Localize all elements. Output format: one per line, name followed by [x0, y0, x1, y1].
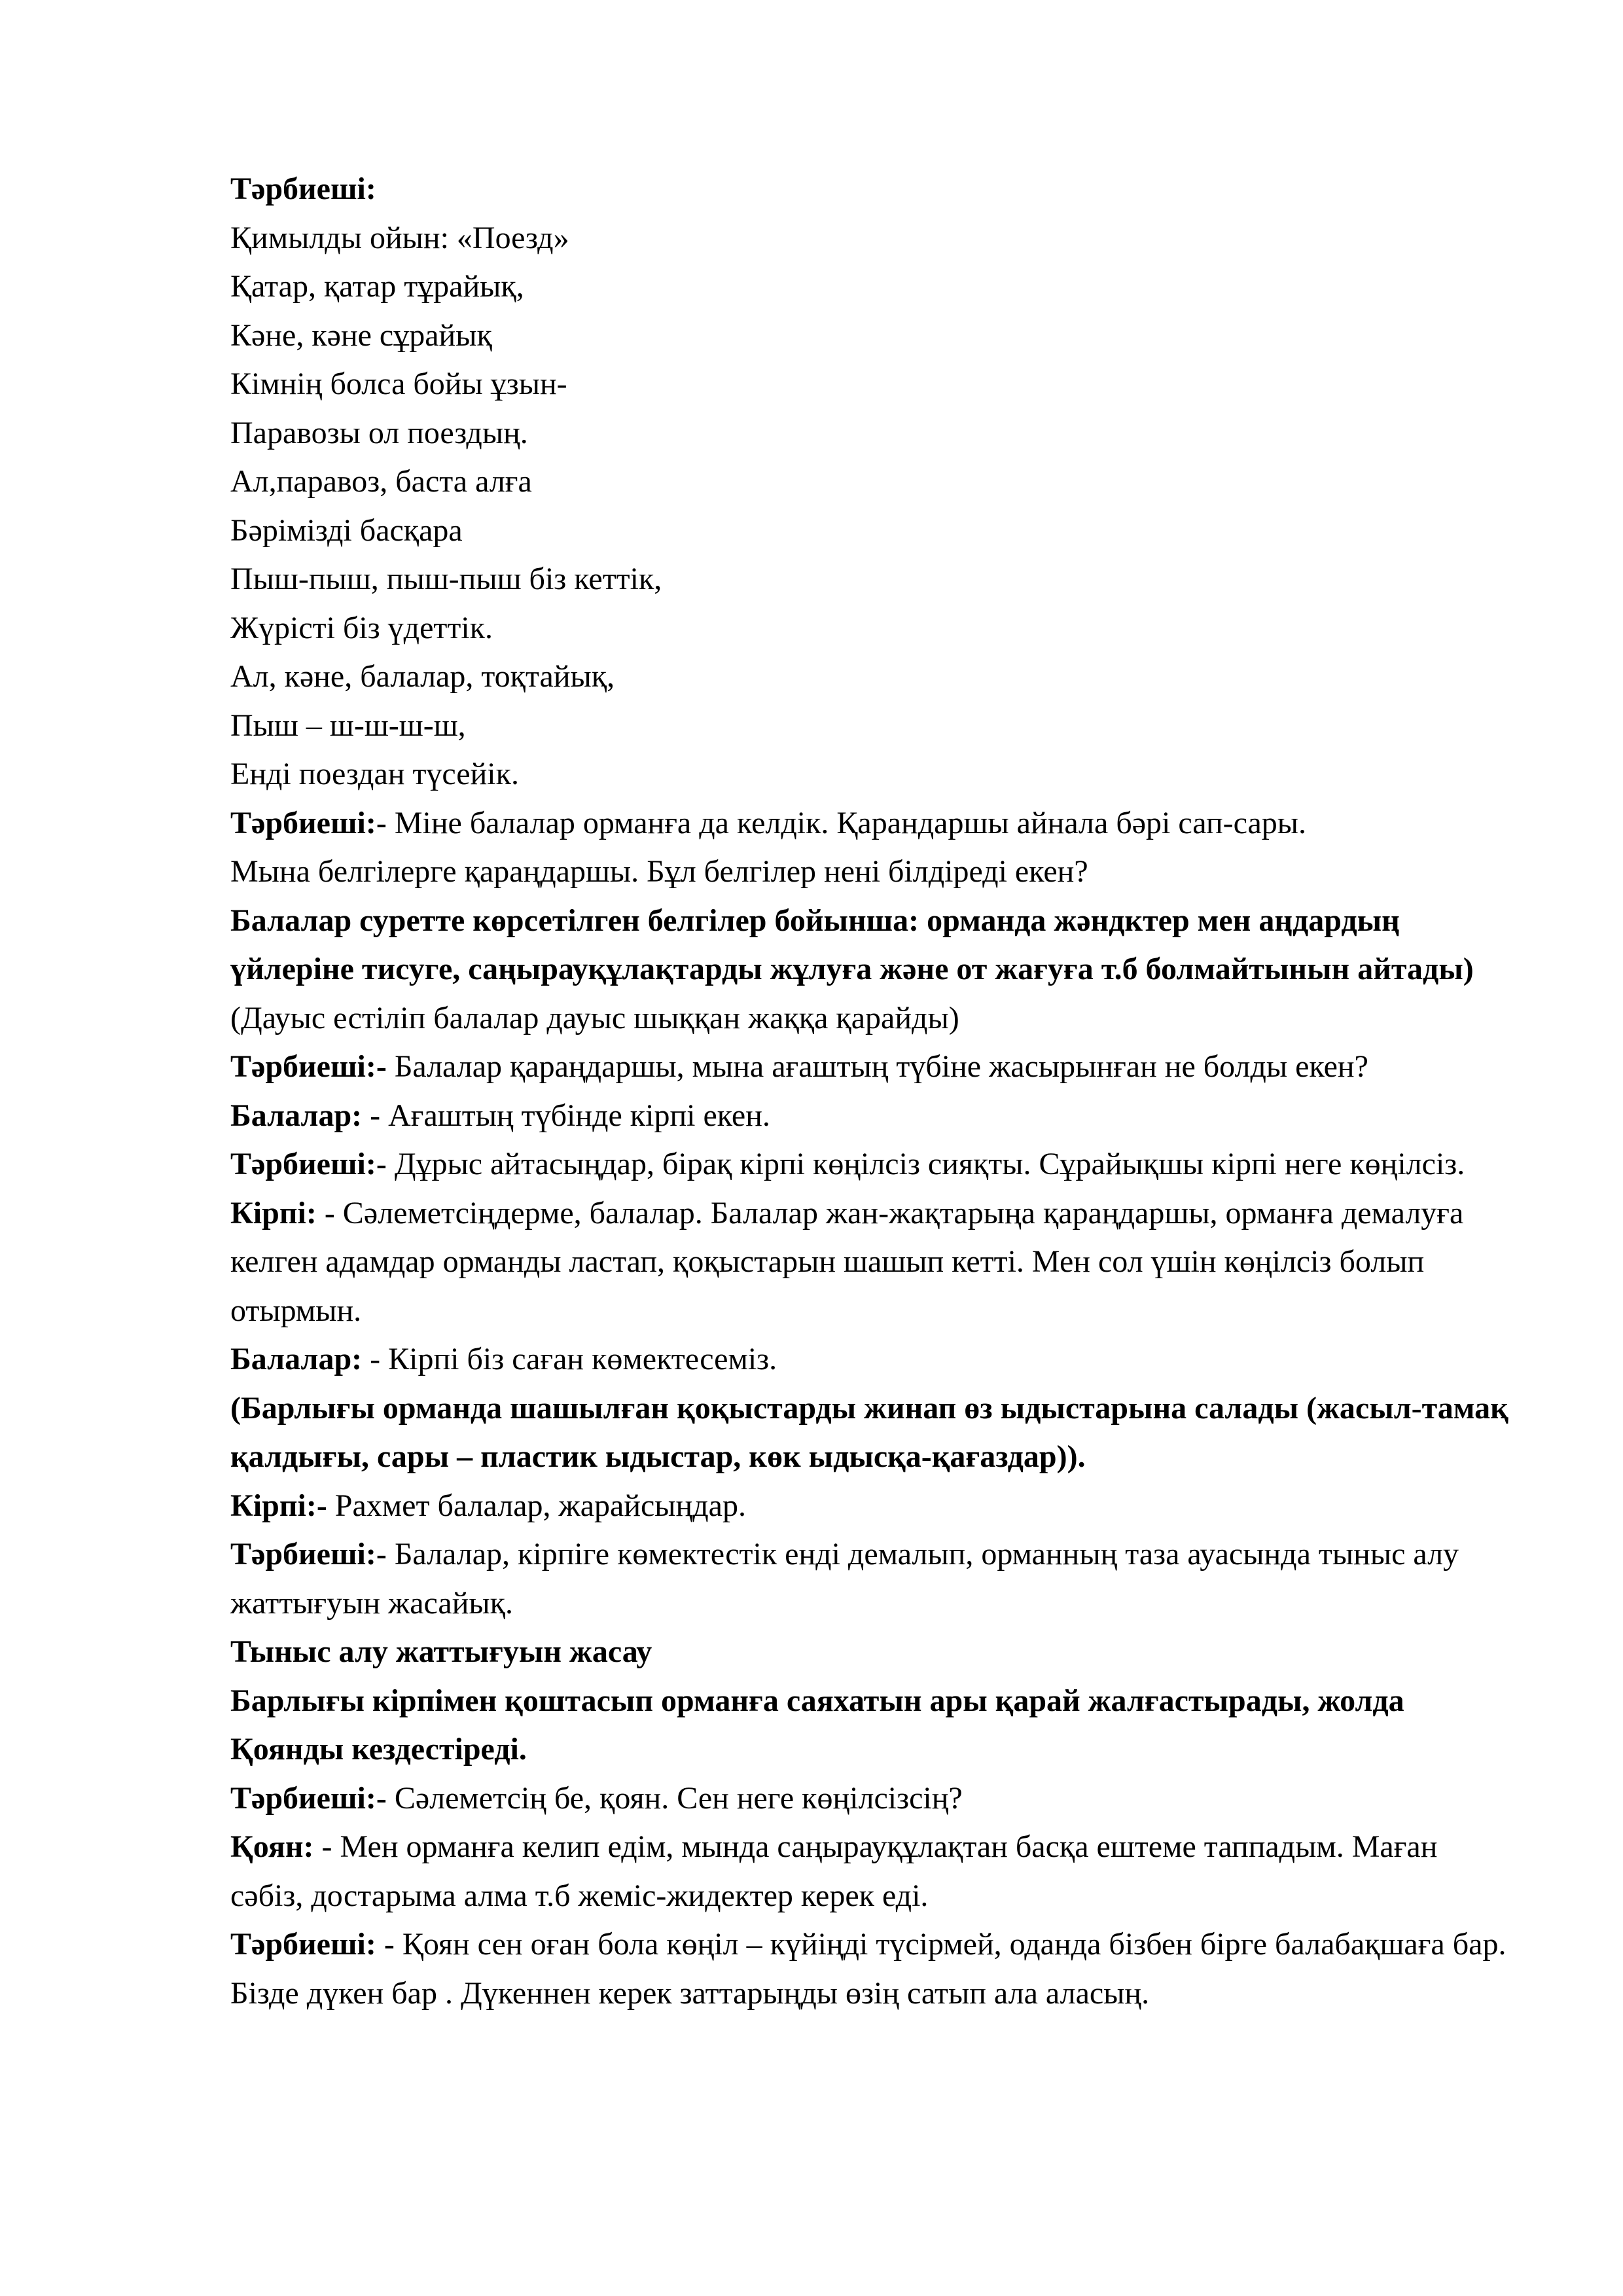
dialogue-line	[230, 1920, 1513, 2018]
poem-line: Кәне, кәне сұрайық	[230, 317, 492, 353]
game-title: Қимылды ойын: «Поезд»	[230, 220, 569, 255]
dialogue-text: Қоян сен оған бола көңіл – күйіңді түсірмей, оданда бізбен бірге балабақшаға бар. Бізде дүкен бар . Дүкеннен керек заттарыңды өзің сатып ала аласың.	[230, 1927, 1507, 2011]
dialogue-line	[230, 1482, 1513, 1531]
speaker-label: Тәрбиеші:-	[230, 1780, 387, 1816]
dialogue-line	[230, 1140, 1513, 1189]
poem-line: Ал, кәне, балалар, тоқтайық,	[230, 659, 615, 694]
dialogue-line	[230, 1530, 1513, 1628]
speaker-label: Тәрбиеші:-	[230, 1147, 387, 1181]
dialogue-text: Дұрыс айтасыңдар, бірақ кірпі көңілсіз сияқты. Сұрайықшы кірпі неге көңілсіз.	[386, 1147, 1465, 1181]
stage-direction: (Дауыс естіліп балалар дауыс шыққан жаққа қарайды)	[230, 1000, 959, 1035]
bold-instruction: (Барлығы орманда шашылған қоқыстарды жинап өз ыдыстарына салады (жасыл-тамақ қалдығы, сары – пластик ыдыстар, көк ыдысқа-қағаздар)).	[230, 1390, 1508, 1474]
speaker-label: Балалар:	[230, 1098, 363, 1133]
dialogue-text: Сәлеметсіңдерме, балалар. Балалар жан-жақтарыңа қараңдаршы, орманға демалуға келген адамдар орманды ластап, қоқыстарын шашып кетті. Мен сол үшін көңілсіз болып отырмын.	[230, 1195, 1464, 1328]
dialogue-text: Балалар, кірпіге көмектестік енді демалып, орманның таза ауасында тыныс алу жаттығуын жасайық.	[230, 1537, 1459, 1621]
speaker-label: Тәрбиеші:-	[230, 805, 387, 840]
document-page	[230, 165, 1513, 2018]
dialogue-text: Сәлеметсің бе, қоян. Сен неге көңілсізсің?	[386, 1780, 963, 1816]
bold-instruction: Тыныс алу жаттығуын жасау	[230, 1634, 652, 1669]
poem-line: Қатар, қатар тұрайық,	[230, 269, 524, 304]
dialogue-line	[230, 1189, 1513, 1336]
dialogue-text: - Кірпі біз саған көмектесеміз.	[362, 1342, 777, 1376]
poem-line: Пыш – ш-ш-ш-ш,	[230, 708, 466, 743]
poem-line: Кімнің болса бойы ұзын-	[230, 367, 567, 401]
speaker-line	[230, 165, 1513, 214]
speaker-label: Тәрбиеші:-	[230, 1049, 387, 1084]
dialogue-line	[230, 1043, 1513, 1092]
poem-line: Бәрімізді басқара	[230, 512, 463, 548]
speaker-label: Балалар:	[230, 1342, 363, 1376]
poem-line: Жүрісті біз үдеттік.	[230, 610, 493, 645]
dialogue-text: Балалар қараңдаршы, мына ағаштың түбіне жасырынған не болды екен?	[386, 1049, 1368, 1084]
poem-line: Ал,паравоз, баста алға	[230, 464, 532, 499]
speaker-label: Тәрбиеші:	[230, 171, 376, 206]
paragraph-line: Мына белгілерге қараңдаршы. Бұл белгілер нені білдіреді екен?	[230, 854, 1088, 889]
dialogue-line	[230, 1774, 1513, 1823]
speaker-label: Тәрбиеші: -	[230, 1927, 395, 1962]
dialogue-text: Міне балалар орманға да келдік. Қарандаршы айнала бәрі сап-сары.	[386, 805, 1307, 840]
speaker-label: Тәрбиеші:-	[230, 1537, 387, 1571]
dialogue-text: Рахмет балалар, жарайсыңдар.	[327, 1488, 746, 1523]
dialogue-text: - Мен орманға келип едім, мында саңырауқұлақтан басқа ештеме таппадым. Маған сәбіз, достарыма алма т.б жеміс-жидектер керек еді.	[230, 1829, 1438, 1913]
dialogue-line	[230, 799, 1513, 848]
bold-instruction: Барлығы кірпімен қоштасып орманға саяхатын ары қарай жалғастырады, жолда Қоянды кездестіреді.	[230, 1683, 1404, 1767]
speaker-label: Кірпі:-	[230, 1488, 327, 1523]
poem-line: Паравозы ол поездың.	[230, 415, 528, 450]
dialogue-line	[230, 1335, 1513, 1384]
dialogue-line	[230, 1823, 1513, 1920]
speaker-label: Қоян:	[230, 1829, 314, 1864]
poem-line: Пыш-пыш, пыш-пыш біз кеттік,	[230, 562, 662, 596]
dialogue-line	[230, 1092, 1513, 1141]
bold-instruction: Балалар суретте көрсетілген белгілер бойынша: орманда жәндктер мен аңдардың үйлеріне тисуге, саңырауқұлақтарды жұлуға және от жағуға т.б болмайтынын айтады)	[230, 903, 1474, 986]
dialogue-text: - Ағаштың түбінде кірпі екен.	[362, 1098, 770, 1133]
speaker-label: Кірпі: -	[230, 1195, 335, 1230]
poem-line: Енді поездан түсейік.	[230, 757, 519, 791]
